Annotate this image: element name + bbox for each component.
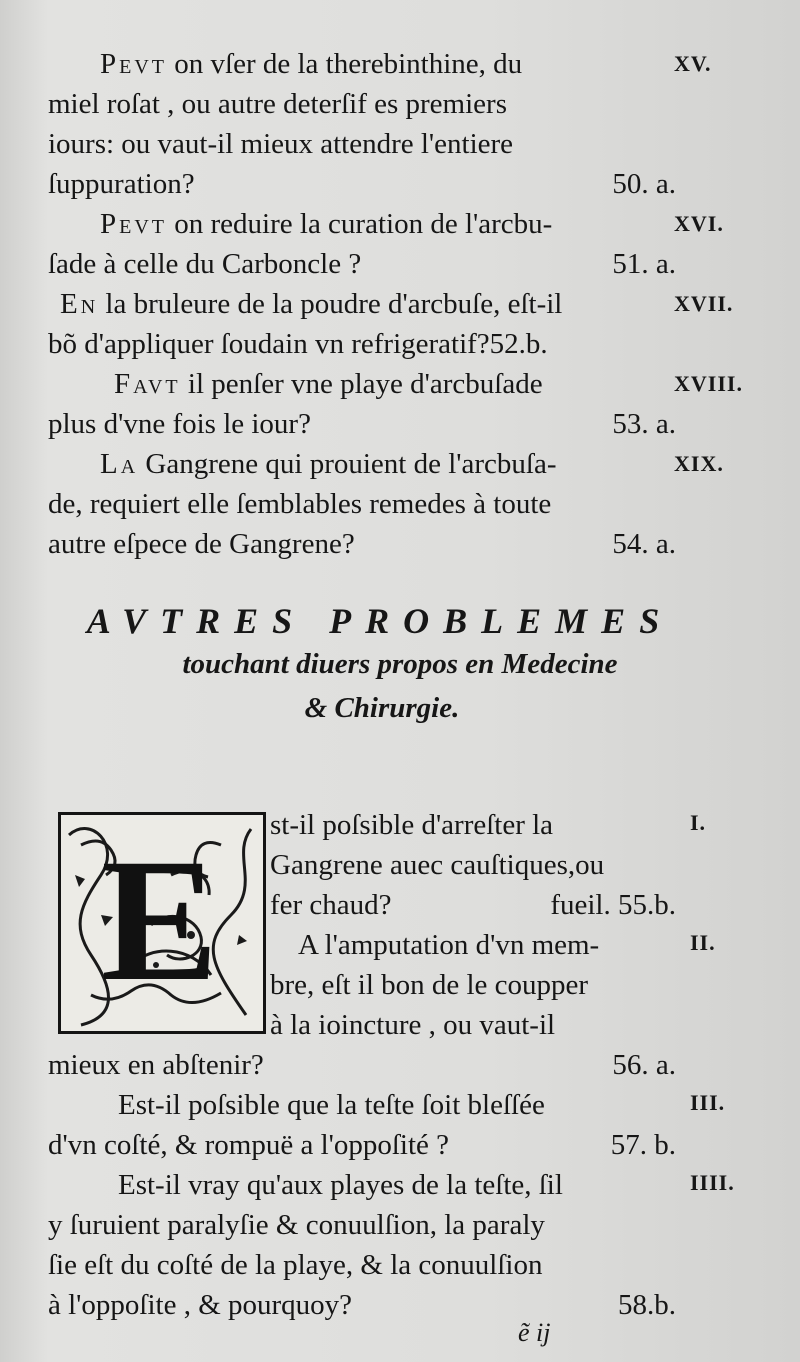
entry-line xyxy=(48,404,688,444)
entries-list xyxy=(48,44,743,564)
dropcap-letter: E xyxy=(101,823,219,1018)
entry-line xyxy=(48,484,688,524)
entry-line xyxy=(48,965,688,1005)
entry-line xyxy=(48,164,688,204)
entry-text: d'vn coſté, & rompuë a l'oppoſité ? xyxy=(48,1129,450,1161)
entry-xv xyxy=(48,44,712,204)
entry-xvi xyxy=(48,204,724,284)
section-subheading-2: & Chirurgie. xyxy=(304,692,460,724)
entry-line xyxy=(48,524,688,564)
entry-line xyxy=(48,444,724,484)
entry-line xyxy=(48,1005,688,1045)
entry-line xyxy=(48,244,688,284)
entry-line xyxy=(48,124,688,164)
entry-number: IIII. xyxy=(690,1170,735,1195)
entry-text: ſade à celle du Carboncle ? xyxy=(48,248,362,280)
entry-number: XVII. xyxy=(674,291,734,316)
entry-line xyxy=(48,284,734,324)
entry-line xyxy=(48,324,688,364)
entry-text: plus d'vne fois le iour? xyxy=(48,408,311,440)
entry-number: III. xyxy=(690,1090,726,1115)
entry-line xyxy=(48,805,688,845)
folio-ref: fueil. 55.b. xyxy=(550,889,676,921)
entry-text: la bruleure de la poudre d'arcbuſe, eſt-il xyxy=(98,288,563,320)
entry-xvii xyxy=(48,284,734,364)
entry-lead: En xyxy=(60,288,99,320)
entry-text: bõ d'appliquer ſoudain vn refrigeratif?52.b. xyxy=(48,328,548,360)
entry-number: II. xyxy=(690,930,716,955)
entry-line xyxy=(48,1285,688,1325)
entry-text: Est-il vray qu'aux playes de la teſte, ſil xyxy=(118,1169,563,1201)
entry-number: XV. xyxy=(674,51,712,76)
folio-ref: 56. a. xyxy=(612,1049,676,1081)
entry-line xyxy=(48,1045,688,1085)
entry-line xyxy=(48,845,688,885)
entry-text: on vſer de la therebinthine, du xyxy=(167,48,523,80)
folio-ref: 50. a. xyxy=(612,168,676,200)
section-subheading: touchant diuers propos en Medecine xyxy=(182,648,618,680)
entry-line xyxy=(48,1205,688,1245)
entry-text: autre eſpece de Gangrene? xyxy=(48,528,355,560)
signature-mark: ẽ ij xyxy=(518,1318,551,1347)
entry-number: I. xyxy=(690,810,707,835)
entry-text: ſuppuration? xyxy=(48,168,195,200)
entry-line xyxy=(48,1245,688,1285)
entry-line xyxy=(48,204,724,244)
entry-line xyxy=(48,364,743,404)
entry-text: A l'amputation d'vn mem- xyxy=(298,929,600,961)
entry-lead: Pevt xyxy=(100,48,168,80)
entry-text: à la ioincture , ou vaut-il xyxy=(270,1009,556,1041)
entry-text: on reduire la curation de l'arcbu- xyxy=(167,208,553,240)
entry-text: ſie eſt du coſté de la playe, & la conuulſion xyxy=(48,1249,543,1281)
section-heading: AVTRES PROBLEMES xyxy=(86,601,674,641)
entry-number: XVI. xyxy=(674,211,724,236)
entry-text: Est-il poſsible que la teſte ſoit bleſſée xyxy=(118,1089,545,1121)
entry-lead: Pevt xyxy=(100,208,168,240)
entry-text: st-il poſsible d'arreſter la xyxy=(270,809,554,841)
entry-xviii xyxy=(48,364,743,444)
entry-line xyxy=(48,1085,688,1125)
entry-text: iours: ou vaut-il mieux attendre l'entiere xyxy=(48,128,514,160)
entry-lead: Favt xyxy=(114,368,181,400)
entry-line xyxy=(48,885,688,925)
entry-text: de, requiert elle ſemblables remedes à toute xyxy=(48,488,552,520)
folio-ref: 54. a. xyxy=(612,528,676,560)
entry-text: Gangrene auec cauſtiques,ou xyxy=(270,849,605,881)
problems-list xyxy=(48,805,688,1325)
folio-ref: 51. a. xyxy=(612,248,676,280)
entry-line xyxy=(48,44,712,84)
entry-number: XIX. xyxy=(674,451,724,476)
entry-line xyxy=(48,925,688,965)
entry-line xyxy=(48,84,688,124)
entry-line xyxy=(48,1125,688,1165)
entry-number: XVIII. xyxy=(674,371,743,396)
folio-ref: 53. a. xyxy=(612,408,676,440)
entry-text: fer chaud? xyxy=(270,889,392,921)
entry-lead: La xyxy=(100,448,139,480)
entry-text: bre, eſt il bon de le coupper xyxy=(270,969,589,1001)
entry-line xyxy=(48,1165,688,1205)
folio-ref: 58.b. xyxy=(618,1289,676,1321)
entry-xix xyxy=(48,444,724,564)
entry-text: miel roſat , ou autre deterſif es premiers xyxy=(48,88,507,120)
entry-text: mieux en abſtenir? xyxy=(48,1049,264,1081)
entry-text: Gangrene qui prouient de l'arcbuſa- xyxy=(138,448,557,480)
entry-text: à l'oppoſite , & pourquoy? xyxy=(48,1289,353,1321)
entry-text: y ſuruient paralyſie & conuulſion, la paraly xyxy=(48,1209,545,1241)
folio-ref: 57. b. xyxy=(610,1129,676,1161)
entry-text: il penſer vne playe d'arcbuſade xyxy=(180,368,543,400)
